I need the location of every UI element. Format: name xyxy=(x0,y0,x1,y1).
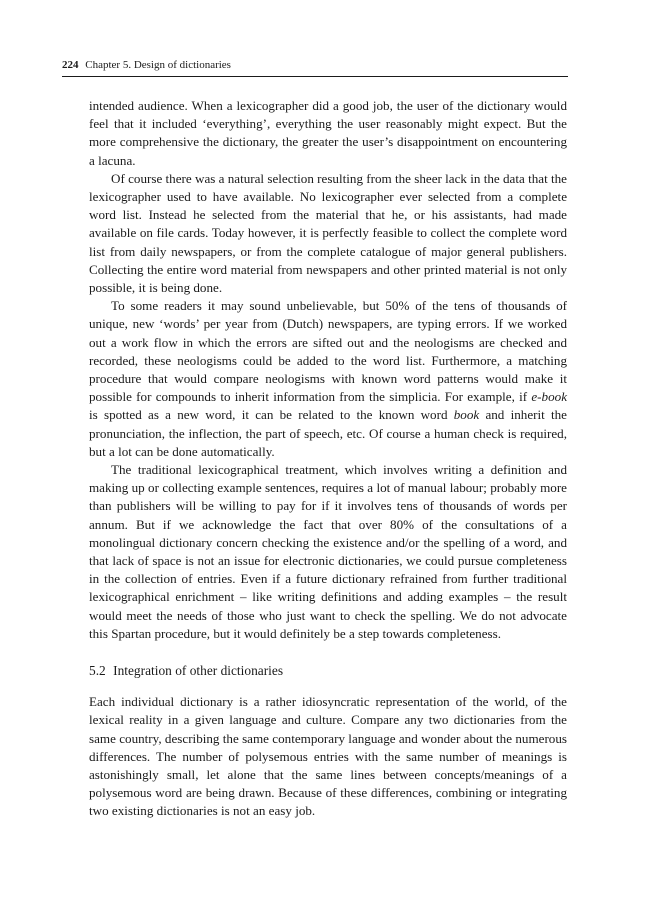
paragraph-3-part-b: is spotted as a new word, it can be related to the known word xyxy=(89,407,454,423)
section-paragraph-1: Each individual dictionary is a rather idiosyncratic representation of the world, of the lexical reality in a given language and culture. Compare any two dictionaries from the same country, describing the same contemporary language and wonder about the numerous differences. The number of polysemous entries with the same number of meanings is astonishingly small, let alone that the same lines between concepts/meanings of a polysemous word are being drawn. Because of these differences, combining or integrating two existing dictionaries is not an easy job. xyxy=(89,694,567,819)
paragraph-4: The traditional lexicographical treatment, which involves writing a definition and making up or collecting example sentences, requires a lot of manual labour; probably more than publishers will be willing to pay for if it involves tens of thousands of words per annum. But if we acknowledge the fact that over 80% of the consultations of a monolingual dictionary concern checking the existence and/or the spelling of a word, and that lack of space is not an issue for electronic dictionaries, we could pursue completeness in the collection of entries. Even if a future dictionary refrained from further traditional lexicographical enrichment – like writing definitions and adding examples – the result would meet the needs of those who just want to check the spelling. We do not advocate this Spartan procedure, but it would definitely be a step towards completeness. xyxy=(89,462,567,641)
paragraph-2: Of course there was a natural selection resulting from the sheer lack in the data that the lexicographer used to have available. No lexicographer ever selected from a complete word list. Instead he selected from the material that he, or his assistants, had made available on file cards. Today however, it is perfectly feasible to collect the complete word list from daily newspapers, or from the complete catalogue of major general publishers. Collecting the entire word material from newspapers and other printed material is not only possible, it is being done. xyxy=(89,170,567,296)
section-title: Integration of other dictionaries xyxy=(113,663,284,679)
paragraph-3-part-c: and inherit the pronunciation, the inflection, the part of speech, etc. Of course a human check is required, but a lot can be done automatically. xyxy=(89,407,567,459)
section-heading xyxy=(89,662,567,680)
paragraph-3 xyxy=(89,297,567,461)
section-number: 5.2 xyxy=(89,663,106,679)
running-header xyxy=(62,58,568,72)
running-title: Chapter 5. Design of dictionaries xyxy=(85,59,231,71)
header-rule xyxy=(62,76,568,77)
term-book: book xyxy=(453,407,480,423)
term-e-book: e-book xyxy=(531,389,567,405)
paragraph-3-part-a: To some readers it may sound unbelievable, but 50% of the tens of thousands of unique, new ‘words’ per year from (Dutch) newspapers, are typing errors. If we worked out a work flow in which the errors are sifted out and the neologisms are checked and recorded, these neologisms could be added to the word list. Furthermore, a matching procedure that would compare neologisms with known word patterns would make it possible for compounds to inherit information from the simplicia. For example, if xyxy=(89,298,567,405)
page-body xyxy=(89,97,567,821)
page-number: 224 xyxy=(62,59,79,71)
paragraph-1: intended audience. When a lexicographer did a good job, the user of the dictionary would feel that it included ‘everything’, everything the user reasonably might expect. But the more comprehensive the dictionary, the greater the user’s disappointment on encountering a lacuna. xyxy=(89,98,567,168)
